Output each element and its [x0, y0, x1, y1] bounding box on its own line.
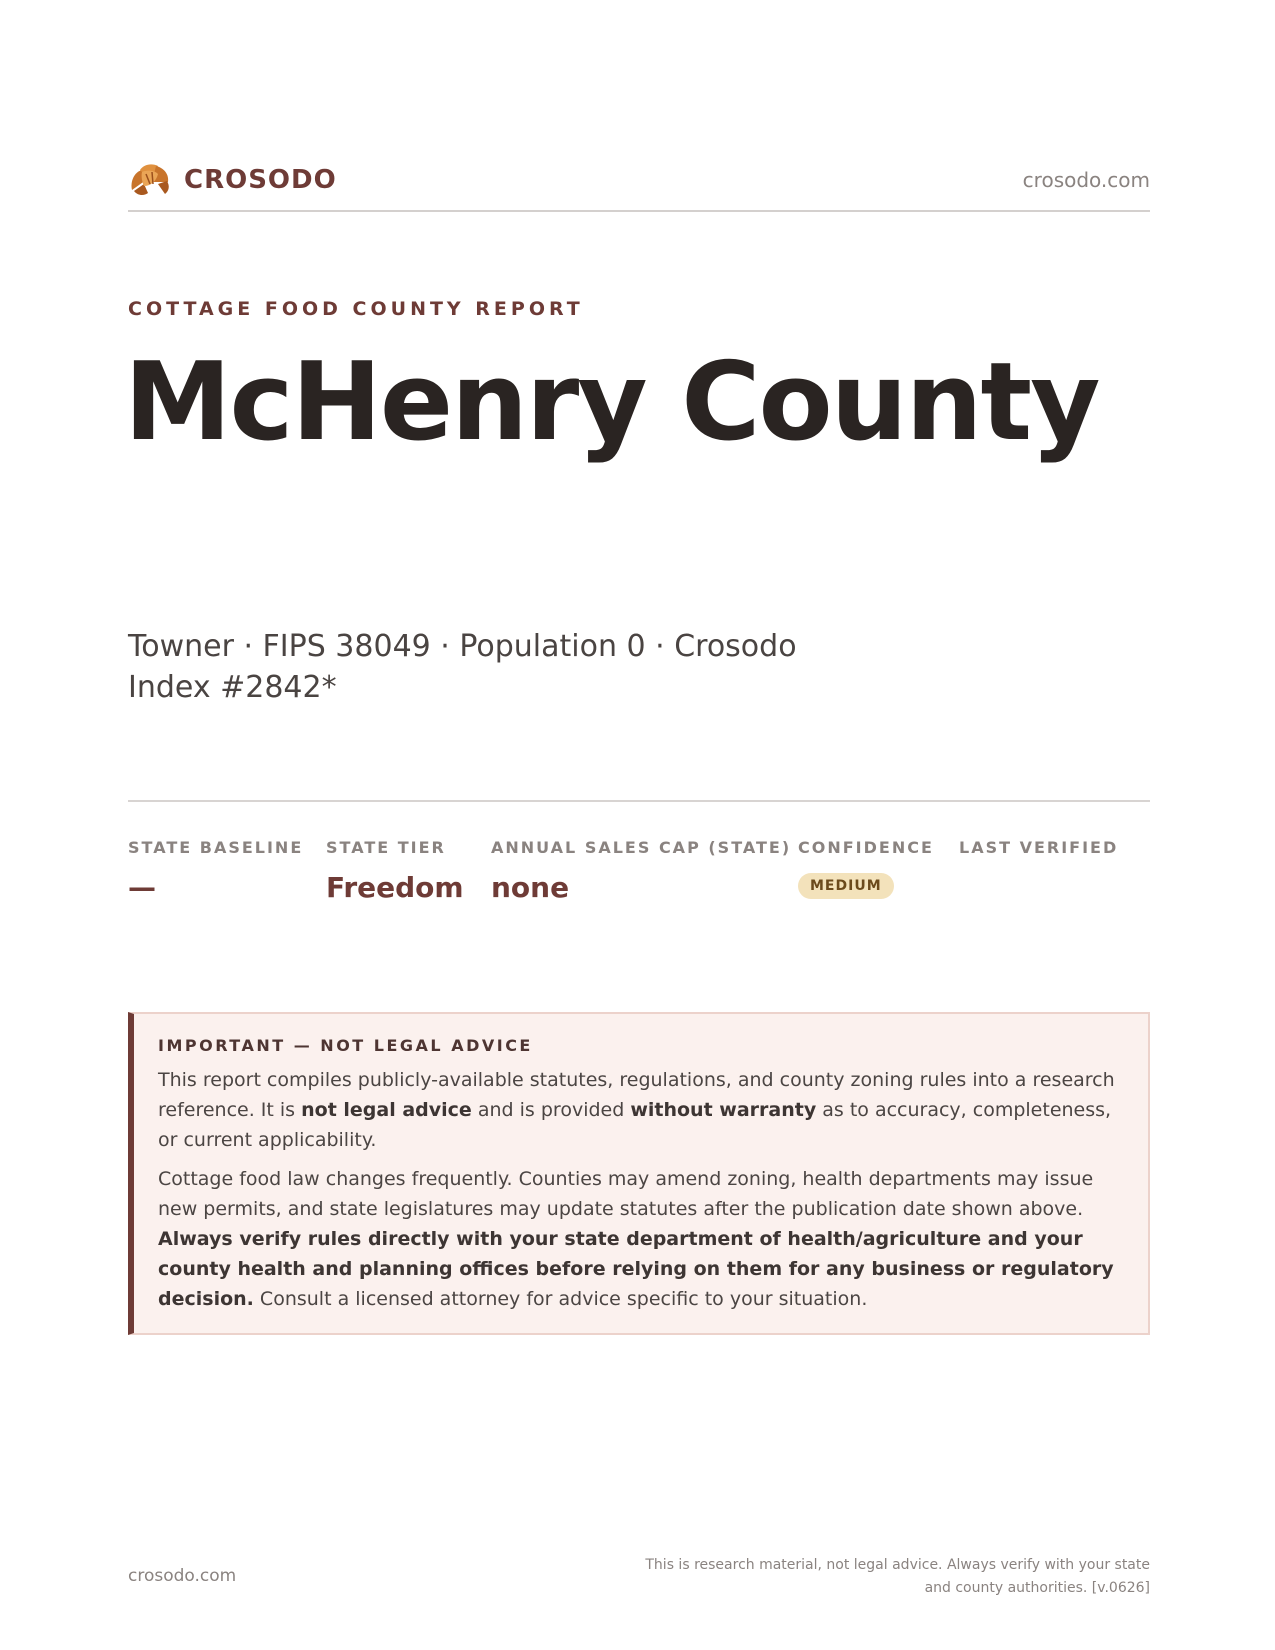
notice-paragraph [158, 1164, 1124, 1314]
brand[interactable] [128, 160, 337, 200]
confidence-badge: MEDIUM [798, 873, 894, 899]
stat-label: LAST VERIFIED [959, 838, 1119, 857]
footer-disclaimer: This is research material, not legal advice. Always verify with your state and county authorities. [v.0626] [645, 1557, 1150, 1596]
stat-label: STATE TIER [326, 838, 446, 857]
stat-confidence [798, 838, 934, 899]
legal-notice [128, 1012, 1150, 1335]
footer-url-link[interactable]: crosodo.com [128, 1566, 237, 1586]
notice-text: This report compiles publicly-available statutes, regulations, and county zoning rules into a research reference. It is [158, 1069, 1115, 1121]
stat-label: CONFIDENCE [798, 838, 934, 857]
notice-emphasis: Always verify rules directly with your state department of health/agriculture and your county health and planning offices before relying on them for any business or regulatory decision. [158, 1228, 1114, 1310]
stat-last-verified [959, 838, 1118, 871]
stats-divider [128, 800, 1150, 802]
stat-state-tier [326, 838, 464, 905]
stat-state-baseline [128, 838, 303, 905]
notice-heading: IMPORTANT — NOT LEGAL ADVICE [158, 1036, 533, 1055]
stat-value: Freedom [326, 871, 464, 904]
notice-paragraph [158, 1065, 1124, 1155]
stat-label: STATE BASELINE [128, 838, 304, 857]
notice-text: as to accuracy, completeness, or current applicability. [158, 1099, 1112, 1151]
report-subtitle: Towner · FIPS 38049 · Population 0 · Crosodo Index #2842* [128, 629, 797, 705]
notice-text: Cottage food law changes frequently. Counties may amend zoning, health departments may issue new permits, and state legislatures may update statutes after the publication date shown above. [158, 1168, 1094, 1220]
stat-value: — [128, 871, 156, 904]
croissant-icon [128, 160, 172, 200]
stat-label: ANNUAL SALES CAP (STATE) [491, 838, 792, 857]
notice-emphasis: without warranty [630, 1099, 817, 1121]
notice-emphasis: not legal advice [301, 1099, 472, 1121]
brand-name: CROSODO [184, 165, 337, 195]
page-header [128, 160, 1150, 212]
notice-text: and is provided [471, 1099, 631, 1121]
notice-text: Consult a licensed attorney for advice specific to your situation. [253, 1288, 868, 1310]
stat-value: none [491, 871, 570, 904]
page-title: McHenry County [124, 340, 1099, 465]
stat-annual-sales-cap [491, 838, 791, 905]
header-url-link[interactable]: crosodo.com [1022, 168, 1150, 192]
report-eyebrow: COTTAGE FOOD COUNTY REPORT [128, 298, 584, 320]
